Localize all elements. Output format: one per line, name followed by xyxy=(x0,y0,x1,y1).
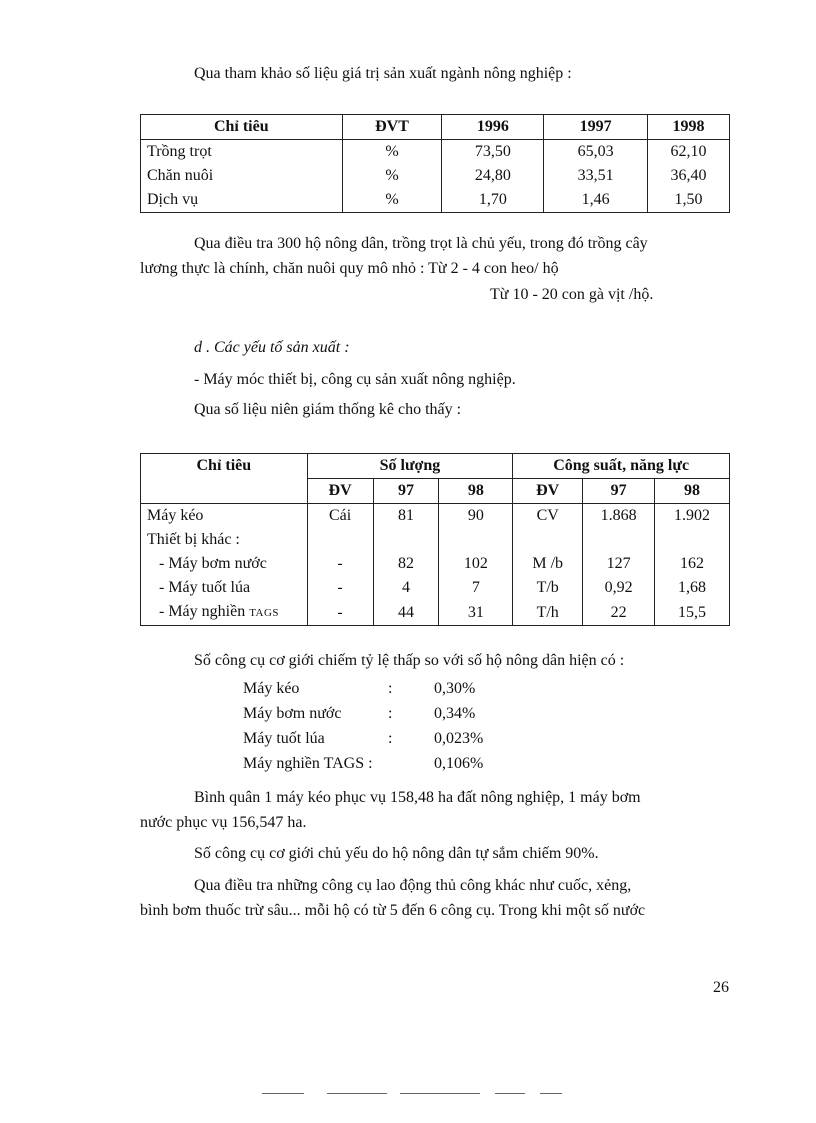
table-cell: 1.902 xyxy=(655,504,730,529)
section-heading-d: d . Các yếu tố sản xuất : xyxy=(194,339,350,356)
table-row xyxy=(141,552,730,576)
table-cell: Chăn nuôi xyxy=(141,164,343,188)
intro-paragraph-1: Qua tham khảo số liệu giá trị sản xuất ngành nông nghiệp : xyxy=(194,65,572,82)
table-header-cell: Công suất, năng lực xyxy=(513,454,730,479)
ratio-value: 0,106% xyxy=(434,755,484,772)
table-header-cell: Chỉ tiêu xyxy=(141,115,343,140)
ratio-separator: : xyxy=(388,705,393,722)
table-cell: 90 xyxy=(439,504,513,529)
table-cell xyxy=(655,528,730,552)
table-cell: 1,50 xyxy=(648,188,730,213)
table-cell xyxy=(307,528,373,552)
table-cell: - Máy nghiền TAGS xyxy=(141,600,308,626)
table-cell: - xyxy=(307,576,373,600)
table-cell: 4 xyxy=(373,576,439,600)
footer-divider xyxy=(540,1093,562,1094)
paragraph-2-line-3: Từ 10 - 20 con gà vịt /hộ. xyxy=(490,286,654,303)
table-row xyxy=(141,600,730,626)
table-cell: 65,03 xyxy=(544,140,648,165)
table-cell: Máy kéo xyxy=(141,504,308,529)
table-cell: Trồng trọt xyxy=(141,140,343,165)
table-cell: 162 xyxy=(655,552,730,576)
ratio-name: Máy tuốt lúa xyxy=(243,730,325,747)
ratio-value: 0,34% xyxy=(434,705,476,722)
table-cell xyxy=(513,528,583,552)
footer-divider xyxy=(495,1093,525,1094)
table-cell: Cái xyxy=(307,504,373,529)
table-header-cell: ĐV xyxy=(513,479,583,504)
table-cell: 1.868 xyxy=(583,504,655,529)
table-header-cell: Số lượng xyxy=(307,454,513,479)
table-cell: % xyxy=(342,140,442,165)
table-row xyxy=(141,576,730,600)
table-header-cell: 97 xyxy=(373,479,439,504)
paragraph-5-line-2: nước phục vụ 156,547 ha. xyxy=(140,814,307,831)
table-cell xyxy=(583,528,655,552)
paragraph-6: Số công cụ cơ giới chủ yếu do hộ nông dân tự sắm chiếm 90%. xyxy=(194,845,599,862)
table-header-cell: ĐVT xyxy=(342,115,442,140)
table-cell: % xyxy=(342,188,442,213)
table-cell: 22 xyxy=(583,600,655,626)
table-cell: CV xyxy=(513,504,583,529)
footer-divider xyxy=(262,1093,304,1094)
table-cell: Dịch vụ xyxy=(141,188,343,213)
table-header-cell: ĐV xyxy=(307,479,373,504)
table-header-cell: 1998 xyxy=(648,115,730,140)
table-cell: 102 xyxy=(439,552,513,576)
table-cell: - xyxy=(307,552,373,576)
machines-line: - Máy móc thiết bị, công cụ sản xuất nông nghiệp. xyxy=(194,371,516,388)
table-cell: 36,40 xyxy=(648,164,730,188)
table-cell: - xyxy=(307,600,373,626)
table-cell: 1,68 xyxy=(655,576,730,600)
paragraph-7-line-2: bình bơm thuốc trừ sâu... mỗi hộ có từ 5 đến 6 công cụ. Trong khi một số nước xyxy=(140,902,646,919)
table-cell: - Máy tuốt lúa xyxy=(141,576,308,600)
table-header-row xyxy=(141,115,730,140)
paragraph-2-line-1: Qua điều tra 300 hộ nông dân, trồng trọt là chủ yếu, trong đó trồng cây xyxy=(194,235,648,252)
table-cell: - Máy bơm nước xyxy=(141,552,308,576)
table-cell: 15,5 xyxy=(655,600,730,626)
table-row xyxy=(141,140,730,165)
page-number: 26 xyxy=(713,979,729,996)
table-cell: 0,92 xyxy=(583,576,655,600)
table-cell: 7 xyxy=(439,576,513,600)
paragraph-7-line-1: Qua điều tra những công cụ lao động thủ công khác như cuốc, xẻng, xyxy=(194,877,632,894)
footer-divider xyxy=(327,1093,387,1094)
table-cell xyxy=(373,528,439,552)
table-cell: 33,51 xyxy=(544,164,648,188)
ratio-name: Máy nghiền TAGS : xyxy=(243,755,373,772)
table-header-cell: Chỉ tiêu xyxy=(141,454,308,504)
table-row xyxy=(141,164,730,188)
table-cell: 31 xyxy=(439,600,513,626)
table-header-cell: 1996 xyxy=(442,115,544,140)
paragraph-4: Số công cụ cơ giới chiếm tỷ lệ thấp so với số hộ nông dân hiện có : xyxy=(194,652,625,669)
table-cell: 24,80 xyxy=(442,164,544,188)
table-cell: 73,50 xyxy=(442,140,544,165)
paragraph-2-line-2: lương thực là chính, chăn nuôi quy mô nhỏ : Từ 2 - 4 con heo/ hộ xyxy=(140,260,559,277)
ratio-separator: : xyxy=(388,680,393,697)
ratio-separator: : xyxy=(388,730,393,747)
table-cell: 44 xyxy=(373,600,439,626)
table-cell: % xyxy=(342,164,442,188)
production-value-table xyxy=(140,114,730,213)
intro-paragraph-3: Qua số liệu niên giám thống kê cho thấy : xyxy=(194,401,462,418)
table-header-cell: 97 xyxy=(583,479,655,504)
table-header-cell: 1997 xyxy=(544,115,648,140)
table-cell: 1,46 xyxy=(544,188,648,213)
machinery-table xyxy=(140,453,730,626)
table-cell: 81 xyxy=(373,504,439,529)
table-cell: 82 xyxy=(373,552,439,576)
paragraph-5-line-1: Bình quân 1 máy kéo phục vụ 158,48 ha đất nông nghiệp, 1 máy bơm xyxy=(194,789,641,806)
table-cell xyxy=(439,528,513,552)
ratio-name: Máy bơm nước xyxy=(243,705,342,722)
table-cell: 1,70 xyxy=(442,188,544,213)
ratio-value: 0,30% xyxy=(434,680,476,697)
table-cell: T/h xyxy=(513,600,583,626)
table-header-row xyxy=(141,454,730,479)
table-header-cell: 98 xyxy=(655,479,730,504)
table-header-cell: 98 xyxy=(439,479,513,504)
footer-divider xyxy=(400,1093,480,1094)
table-cell: 62,10 xyxy=(648,140,730,165)
table-row xyxy=(141,504,730,529)
table-cell: M /b xyxy=(513,552,583,576)
ratio-value: 0,023% xyxy=(434,730,484,747)
table-row xyxy=(141,188,730,213)
table-cell: Thiết bị khác : xyxy=(141,528,308,552)
ratio-name: Máy kéo xyxy=(243,680,300,697)
table-cell: 127 xyxy=(583,552,655,576)
table-cell: T/b xyxy=(513,576,583,600)
table-row xyxy=(141,528,730,552)
